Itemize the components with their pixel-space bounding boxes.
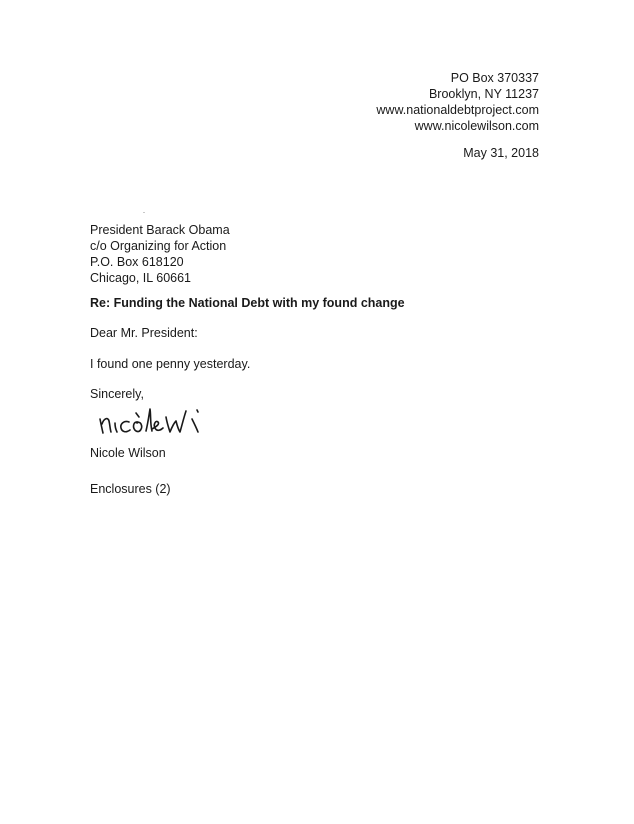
closing: Sincerely, [90, 387, 144, 401]
recipient-name: President Barack Obama [90, 223, 230, 237]
sender-address-block [376, 70, 539, 134]
recipient-organization: c/o Organizing for Action [90, 239, 227, 253]
recipient-city-state: Chicago, IL 60661 [90, 271, 192, 285]
sender-website-project: www.nationaldebtproject.com [376, 103, 539, 117]
scan-speck [143, 212, 145, 213]
enclosures-note: Enclosures (2) [90, 482, 171, 496]
handwritten-signature [92, 397, 232, 441]
signer-name: Nicole Wilson [90, 446, 166, 460]
sender-po-box: PO Box 370337 [450, 71, 539, 85]
letter-date: May 31, 2018 [463, 146, 539, 160]
sender-city-state: Brooklyn, NY 11237 [428, 87, 539, 101]
subject-line: Re: Funding the National Debt with my found change [90, 296, 405, 310]
letter-body: I found one penny yesterday. [90, 357, 251, 371]
recipient-address-block [90, 222, 230, 286]
sender-website-personal: www.nicolewilson.com [414, 119, 539, 133]
recipient-po-box: P.O. Box 618120 [90, 255, 184, 269]
salutation: Dear Mr. President: [90, 326, 198, 340]
